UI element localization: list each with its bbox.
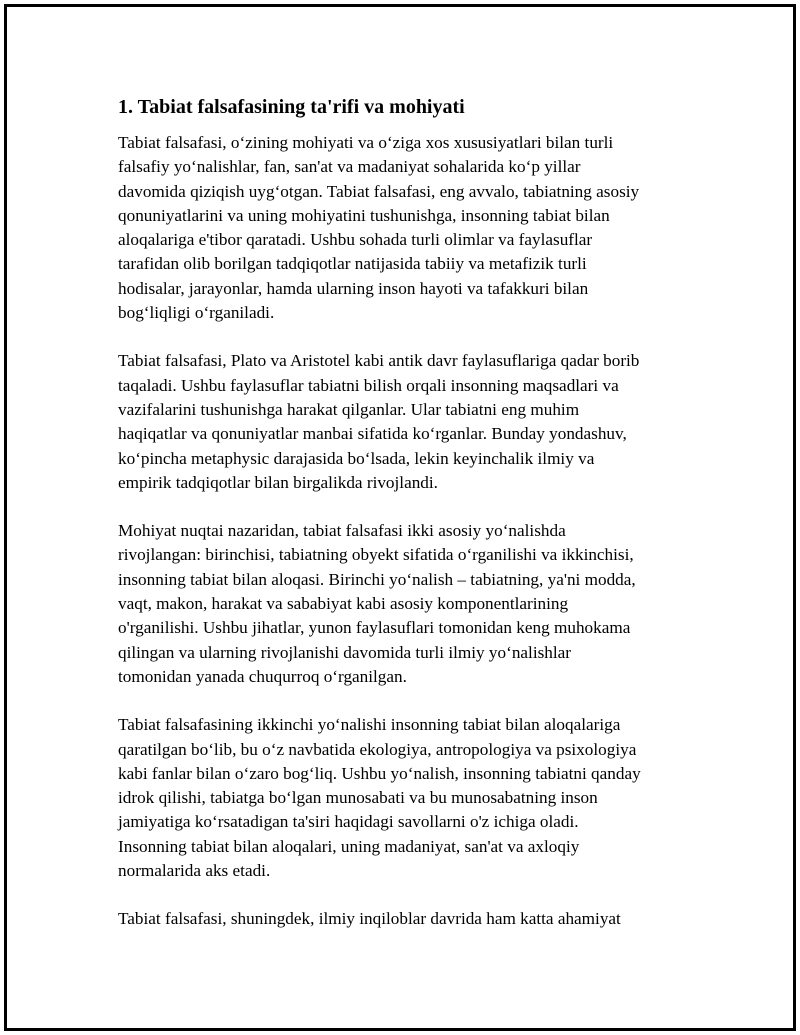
paragraph-line: normalarida aks etadi. — [118, 861, 271, 881]
paragraph-line: Tabiat falsafasi, Plato va Aristotel kabi antik davr faylasuflariga qadar borib — [118, 351, 640, 371]
paragraph-line: o'rganilishi. Ushbu jihatlar, yunon faylasuflari tomonidan keng muhokama — [118, 618, 631, 638]
paragraph-line: hodisalar, jarayonlar, hamda ularning inson hayoti va tafakkuri bilan — [118, 278, 589, 298]
paragraph-line: bog‘liqligi o‘rganiladi. — [118, 303, 275, 323]
paragraph-line: tomonidan yanada chuqurroq o‘rganilgan. — [118, 666, 407, 686]
paragraph-line: aloqalariga e'tibor qaratadi. Ushbu sohada turli olimlar va faylasuflar — [118, 230, 593, 250]
paragraph-line: qaratilgan bo‘lib, bu o‘z navbatida ekologiya, antropologiya va psixologiya — [118, 739, 637, 759]
paragraph-line: ko‘pincha metaphysic darajasida bo‘lsada, lekin keyinchalik ilmiy va — [118, 448, 595, 468]
paragraph-line: Insonning tabiat bilan aloqalari, uning madaniyat, san'at va axloqiy — [118, 836, 580, 856]
paragraph-line: qonuniyatlarini va uning mohiyatini tushunishga, insonning tabiat bilan — [118, 205, 610, 225]
paragraph-line: vazifalarini tushunishga harakat qilganlar. Ular tabiatni eng muhim — [118, 399, 580, 419]
paragraph — [118, 713, 678, 883]
paragraph-list — [118, 131, 678, 932]
paragraph — [118, 907, 678, 931]
paragraph-line: Tabiat falsafasining ikkinchi yo‘nalishi insonning tabiat bilan aloqalariga — [118, 715, 621, 735]
paragraph-line: vaqt, makon, harakat va sababiyat kabi asosiy komponentlarining — [118, 594, 569, 614]
paragraph-line: qilingan va ularning rivojlanishi davomida turli ilmiy yo‘nalishlar — [118, 642, 572, 662]
paragraph-line: jamiyatiga ko‘rsatadigan ta'siri haqidagi savollarni o'z ichiga oladi. — [118, 812, 579, 832]
paragraph-line: taqaladi. Ushbu faylasuflar tabiatni bilish orqali insonning maqsadlari va — [118, 375, 619, 395]
paragraph-line: Tabiat falsafasi, o‘zining mohiyati va o‘ziga xos xususiyatlari bilan turli — [118, 133, 614, 152]
paragraph-line: Tabiat falsafasi, shuningdek, ilmiy inqiloblar davrida ham katta ahamiyat — [118, 909, 621, 929]
section-heading: 1. Tabiat falsafasining ta'rifi va mohiyati — [118, 96, 465, 118]
paragraph-line: rivojlangan: birinchisi, tabiatning obyekt sifatida o‘rganilishi va ikkinchisi, — [118, 545, 634, 565]
document-body — [118, 93, 678, 956]
paragraph — [118, 519, 678, 689]
paragraph-line: davomida qiziqish uyg‘otgan. Tabiat falsafasi, eng avvalo, tabiatning asosiy — [118, 181, 640, 201]
paragraph-line: kabi fanlar bilan o‘zaro bog‘liq. Ushbu yo‘nalish, insonning tabiatni qanday — [118, 763, 641, 783]
paragraph-line: haqiqatlar va qonuniyatlar manbai sifatida ko‘rganlar. Bunday yondashuv, — [118, 424, 627, 444]
paragraph-line: insonning tabiat bilan aloqasi. Birinchi yo‘nalish – tabiatning, ya'ni modda, — [118, 569, 636, 589]
paragraph-line: falsafiy yo‘nalishlar, fan, san'at va madaniyat sohalarida ko‘p yillar — [118, 157, 581, 177]
paragraph-line: empirik tadqiqotlar bilan birgalikda rivojlandi. — [118, 472, 438, 492]
paragraph-line: idrok qilishi, tabiatga bo‘lgan munosabati va bu munosabatning inson — [118, 788, 598, 808]
paragraph-line: tarafidan olib borilgan tadqiqotlar natijasida tabiiy va metafizik turli — [118, 254, 587, 274]
paragraph — [118, 349, 678, 495]
paragraph — [118, 131, 678, 325]
paragraph-line: Mohiyat nuqtai nazaridan, tabiat falsafasi ikki asosiy yo‘nalishda — [118, 521, 566, 541]
